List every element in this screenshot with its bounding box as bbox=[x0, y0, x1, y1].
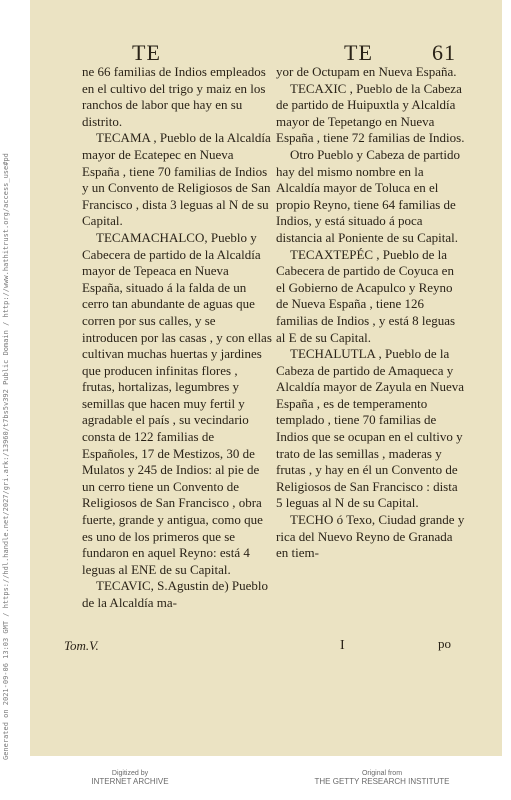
catchword: po bbox=[438, 636, 451, 651]
left-column bbox=[82, 64, 272, 612]
running-head-center: TE bbox=[344, 40, 373, 65]
digitized-credit bbox=[50, 770, 210, 786]
entry-techalutla: TECHALUTLA , Pueblo de la Cabeza de partido de Amaqueca y Alcaldía mayor de Zayula en Nueva España , es de temperamento templado , tiene 70 familias de Indios que se ocupan en el cultivo y trato de las semillas , maderas y frutas , y hay en él un Convento de Religiosos de San Francisco : dista 5 leguas al N de su Capital. bbox=[276, 346, 465, 511]
hathitrust-stamp-text: Generated on 2021-09-06 13:03 GMT / https://hdl.handle.net/2027/gri.ark:/13960/t7bs5v392 Public Domain / http://www.hathitrust.org/access_use#pd bbox=[2, 153, 10, 760]
paper-page bbox=[30, 0, 502, 756]
page-number: 61 bbox=[432, 40, 456, 65]
entry-otro-pueblo: Otro Pueblo y Cabeza de partido hay del mismo nombre en la Alcaldía mayor de Toluca en el propio Reyno, tiene 64 familias de Indios, y está situado á poca distancia al Poniente de su Capital. bbox=[276, 146, 461, 245]
entry-techo: TECHO ó Texo, Ciudad grande y rica del Nuevo Reyno de Granada en tiem- bbox=[276, 512, 465, 561]
volume-signature: Tom.V. bbox=[64, 638, 99, 653]
signature-mark: I bbox=[340, 638, 345, 653]
entry-paragraph: yor de Octupam en Nueva España. bbox=[276, 64, 457, 79]
entry-tecaxic: TECAXIC , Pueblo de la Cabeza de partido de Huipuxtla y Alcaldía mayor de Tepetango en Nueva España , tiene 72 familias de Indios. bbox=[276, 80, 465, 146]
right-column bbox=[276, 64, 466, 562]
running-head-left: TE bbox=[132, 40, 161, 65]
entry-tecamachalco: TECAMACHALCO, Pueblo y Cabecera de partido de la Alcaldía mayor de Tepeaca en Nueva España, situado á la falda de un cerro tan abundante de aguas que corren por sus calles, y se introducen por las casas , y con ellas cultivan muchas huertas y jardines que producen infinitas flores , frutas, hortalizas, legumbres y semillas que hacen muy fertil y agradable el país , su vecindario consta de 122 familias de Españoles, 17 de Mestizos, 30 de Mulatos y 245 de Indios: al pie de un cerro tiene un Convento de Religiosos de San Francisco , obra fuerte, grande y antigua, como que es uno de los primeros que se fundaron en aquel Reyno: está 4 leguas al ENE de su Capital. bbox=[82, 229, 272, 577]
entry-tecama: TECAMA , Pueblo de la Alcaldía mayor de Ecatepec en Nueva España , tiene 70 familias de Indios y un Convento de Religiosos de San Francisco , dista 3 leguas al N de su Capital. bbox=[82, 130, 271, 229]
original-credit bbox=[302, 770, 462, 786]
digitized-by-label: Digitized by bbox=[111, 770, 149, 777]
original-source-name: THE GETTY RESEARCH INSTITUTE bbox=[314, 777, 450, 786]
digitizer-name: INTERNET ARCHIVE bbox=[91, 777, 169, 786]
original-from-label: Original from bbox=[361, 770, 403, 777]
entry-paragraph: ne 66 familias de Indios empleados en el cultivo del trigo y maiz en los ranchos de labor que hay en su distrito. bbox=[82, 64, 266, 129]
entry-tecavic: TECAVIC, S.Agustin de) Pueblo de la Alcaldía ma- bbox=[82, 578, 269, 610]
hathitrust-stamp bbox=[2, 153, 16, 796]
entry-tecaxtepec: TECAXTEPÉC , Pueblo de la Cabecera de partido de Coyuca en el Gobierno de Acapulco y Reyno de Nueva España , tiene 126 familias de Indios , y está 8 leguas al E de su Capital. bbox=[276, 246, 456, 345]
